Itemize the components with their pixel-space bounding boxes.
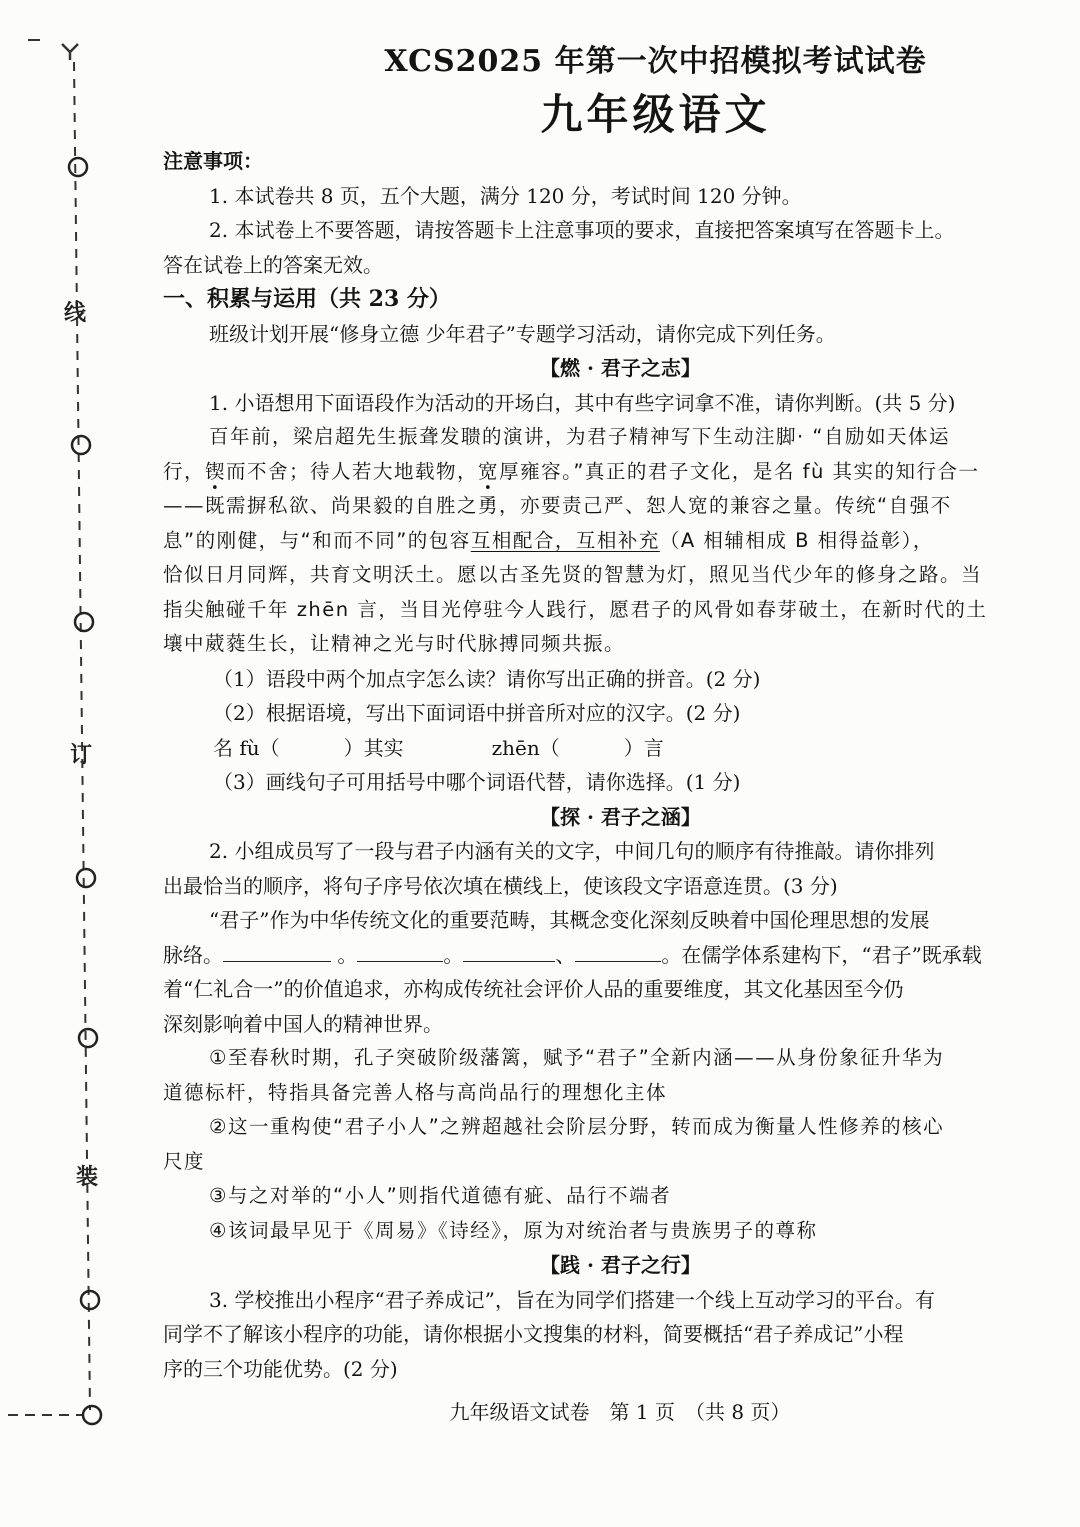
option-1-cont: 道德标杆，特指具备完善人格与高尚品行的理想化主体 bbox=[163, 1080, 668, 1104]
passage-line: 恰似日月同辉，共育文明沃土。愿以古圣先贤的智慧为灯，照见当代少年的修身之路。当 bbox=[163, 563, 983, 586]
passage-line: ——既需摒私欲、尚果毅的自胜之勇，亦要责己严、恕人宽的兼容之量。传统“自强不 bbox=[163, 494, 952, 517]
q2-passage-line: 着“仁礼合一”的价值追求，亦构成传统社会评价人品的重要维度，其文化基因至今仍 bbox=[163, 977, 904, 1001]
question-2-cont: 出最恰当的顺序，将句子序号依次填在横线上，使该段文字语意连贯。(3 分) bbox=[163, 873, 838, 898]
binding-margin bbox=[0, 0, 130, 1527]
passage-text: （A 相辅相成 B 相得益彰）， bbox=[659, 528, 934, 552]
question-1: 1. 小语想用下面语段作为活动的开场白，其中有些字词拿不准，请你判断。(共 5 分) bbox=[209, 390, 956, 415]
passage-line: 百年前，梁启超先生振聋发聩的演讲，为君子精神写下生动注脚· “自励如天体运 bbox=[209, 425, 950, 448]
question-1-2: （2）根据语境，写出下面词语中拼音所对应的汉字。(2 分) bbox=[213, 701, 741, 725]
question-2: 2. 小组成员写了一段与君子内涵有关的文字，中间几句的顺序有待推敲。请你排列 bbox=[209, 839, 935, 863]
passage-text: 厚雍容。”真正的君子文化，是名 fù 其实的知行合一 bbox=[499, 459, 980, 483]
seal-char-xian: 线 bbox=[64, 300, 87, 326]
notice-item-1: 1. 本试卷共 8 页，五个大题，满分 120 分，考试时间 120 分钟。 bbox=[209, 183, 802, 208]
passage-line: 指尖触碰千年 zhēn 言，当目光停驻今人践行，愿君子的风骨如春芽破土，在新时代的土 bbox=[163, 597, 988, 621]
page-footer: 九年级语文试卷 第 1 页 （共 8 页） bbox=[449, 1400, 791, 1424]
dotted-char: 宽 bbox=[478, 459, 500, 483]
passage-text: 息”的刚健，与“和而不同”的包容 bbox=[163, 528, 471, 552]
subject-title: 九年级语文 bbox=[540, 90, 771, 139]
subsection-title-1: 【燃 · 君子之志】 bbox=[540, 356, 701, 380]
seal-char-ding: 订 bbox=[70, 742, 93, 768]
binding-hole bbox=[69, 158, 87, 176]
passage-text: 而不舍；待人若大地载物， bbox=[226, 459, 479, 483]
binding-hole bbox=[72, 436, 90, 454]
question-3-cont: 同学不了解该小程序的功能，请你根据小文搜集的材料，简要概括“君子养成记”小程 bbox=[163, 1322, 904, 1346]
binding-hole bbox=[77, 869, 95, 887]
question-3-cont: 序的三个功能优势。(2 分) bbox=[163, 1356, 398, 1381]
subsection-title-3: 【践 · 君子之行】 bbox=[540, 1253, 701, 1277]
fill-label: 名 fù（ bbox=[213, 735, 280, 760]
fill-in-row bbox=[163, 731, 1078, 766]
fill-label: ）言 bbox=[623, 735, 664, 760]
fill-label: zhēn（ bbox=[491, 735, 560, 760]
question-1-3: （3）画线句子可用括号中哪个词语代替，请你选择。(1 分) bbox=[213, 770, 741, 794]
answer-blank[interactable] bbox=[463, 939, 555, 962]
subsection-title-2: 【探 · 君子之涵】 bbox=[540, 804, 701, 829]
passage-line bbox=[163, 524, 1078, 559]
q2-passage-line: 深刻影响着中国人的精神世界。 bbox=[163, 1011, 443, 1036]
option-1: ①至春秋时期，孔子突破阶级藩篱，赋予“君子”全新内涵——从身份象征升华为 bbox=[209, 1046, 945, 1069]
passage-text: 脉络。 bbox=[163, 942, 223, 967]
underlined-phrase: 互相配合，互相补充 bbox=[470, 528, 660, 552]
binding-hole bbox=[79, 1029, 97, 1047]
passage-line bbox=[163, 455, 1078, 490]
notice-item-2-cont: 答在试卷上的答案无效。 bbox=[163, 252, 383, 277]
answer-blank[interactable] bbox=[575, 939, 661, 962]
passage-text: 。在儒学体系建构下，“君子”既承载 bbox=[661, 942, 982, 967]
notice-heading: 注意事项： bbox=[163, 149, 263, 173]
section-intro: 班级计划开展“修身立德 少年君子”专题学习活动，请你完成下列任务。 bbox=[209, 321, 836, 346]
passage-text: 行， bbox=[163, 459, 206, 483]
option-2-cont: 尺度 bbox=[163, 1149, 206, 1173]
binding-line bbox=[0, 0, 130, 1527]
fill-label: ）其实 bbox=[343, 735, 404, 760]
dotted-char: 锲 bbox=[205, 459, 227, 483]
answer-blank[interactable] bbox=[223, 939, 331, 962]
seal-char-zhuang: 装 bbox=[76, 1164, 99, 1190]
question-3: 3. 学校推出小程序“君子养成记”，旨在为同学们搭建一个线上互动学习的平台。有 bbox=[209, 1287, 935, 1312]
exam-page bbox=[163, 40, 1078, 1386]
question-1-1: （1）语段中两个加点字怎么读？请你写出正确的拼音。(2 分) bbox=[213, 666, 761, 691]
binding-hole bbox=[81, 1291, 99, 1309]
section-heading: 一、积累与运用（共 23 分） bbox=[163, 286, 451, 312]
q2-passage-line: 脉络。 。 。 、 。在儒学体系建构下，“君子”既承载 bbox=[163, 938, 1078, 973]
notice-item-2: 2. 本试卷上不要答题，请按答题卡上注意事项的要求，直接把答案填写在答题卡上。 bbox=[209, 218, 955, 242]
exam-title: XCS2025 年第一次中招模拟考试试卷 bbox=[384, 44, 927, 79]
q2-passage-line: “君子”作为中华传统文化的重要范畴，其概念变化深刻反映着中国伦理思想的发展 bbox=[209, 908, 930, 932]
option-4: ④该词最早见于《周易》《诗经》，原为对统治者与贵族男子的尊称 bbox=[209, 1218, 818, 1242]
passage-line: 壤中葳蕤生长，让精神之光与时代脉搏同频共振。 bbox=[163, 632, 626, 655]
binding-hole bbox=[75, 613, 93, 631]
answer-blank[interactable] bbox=[357, 939, 443, 962]
option-2: ②这一重构使“君子小人”之辨超越社会阶层分野，转而成为衡量人性修养的核心 bbox=[209, 1115, 945, 1138]
option-3: ③与之对举的“小人”则指代道德有疵、品行不端者 bbox=[209, 1184, 672, 1207]
